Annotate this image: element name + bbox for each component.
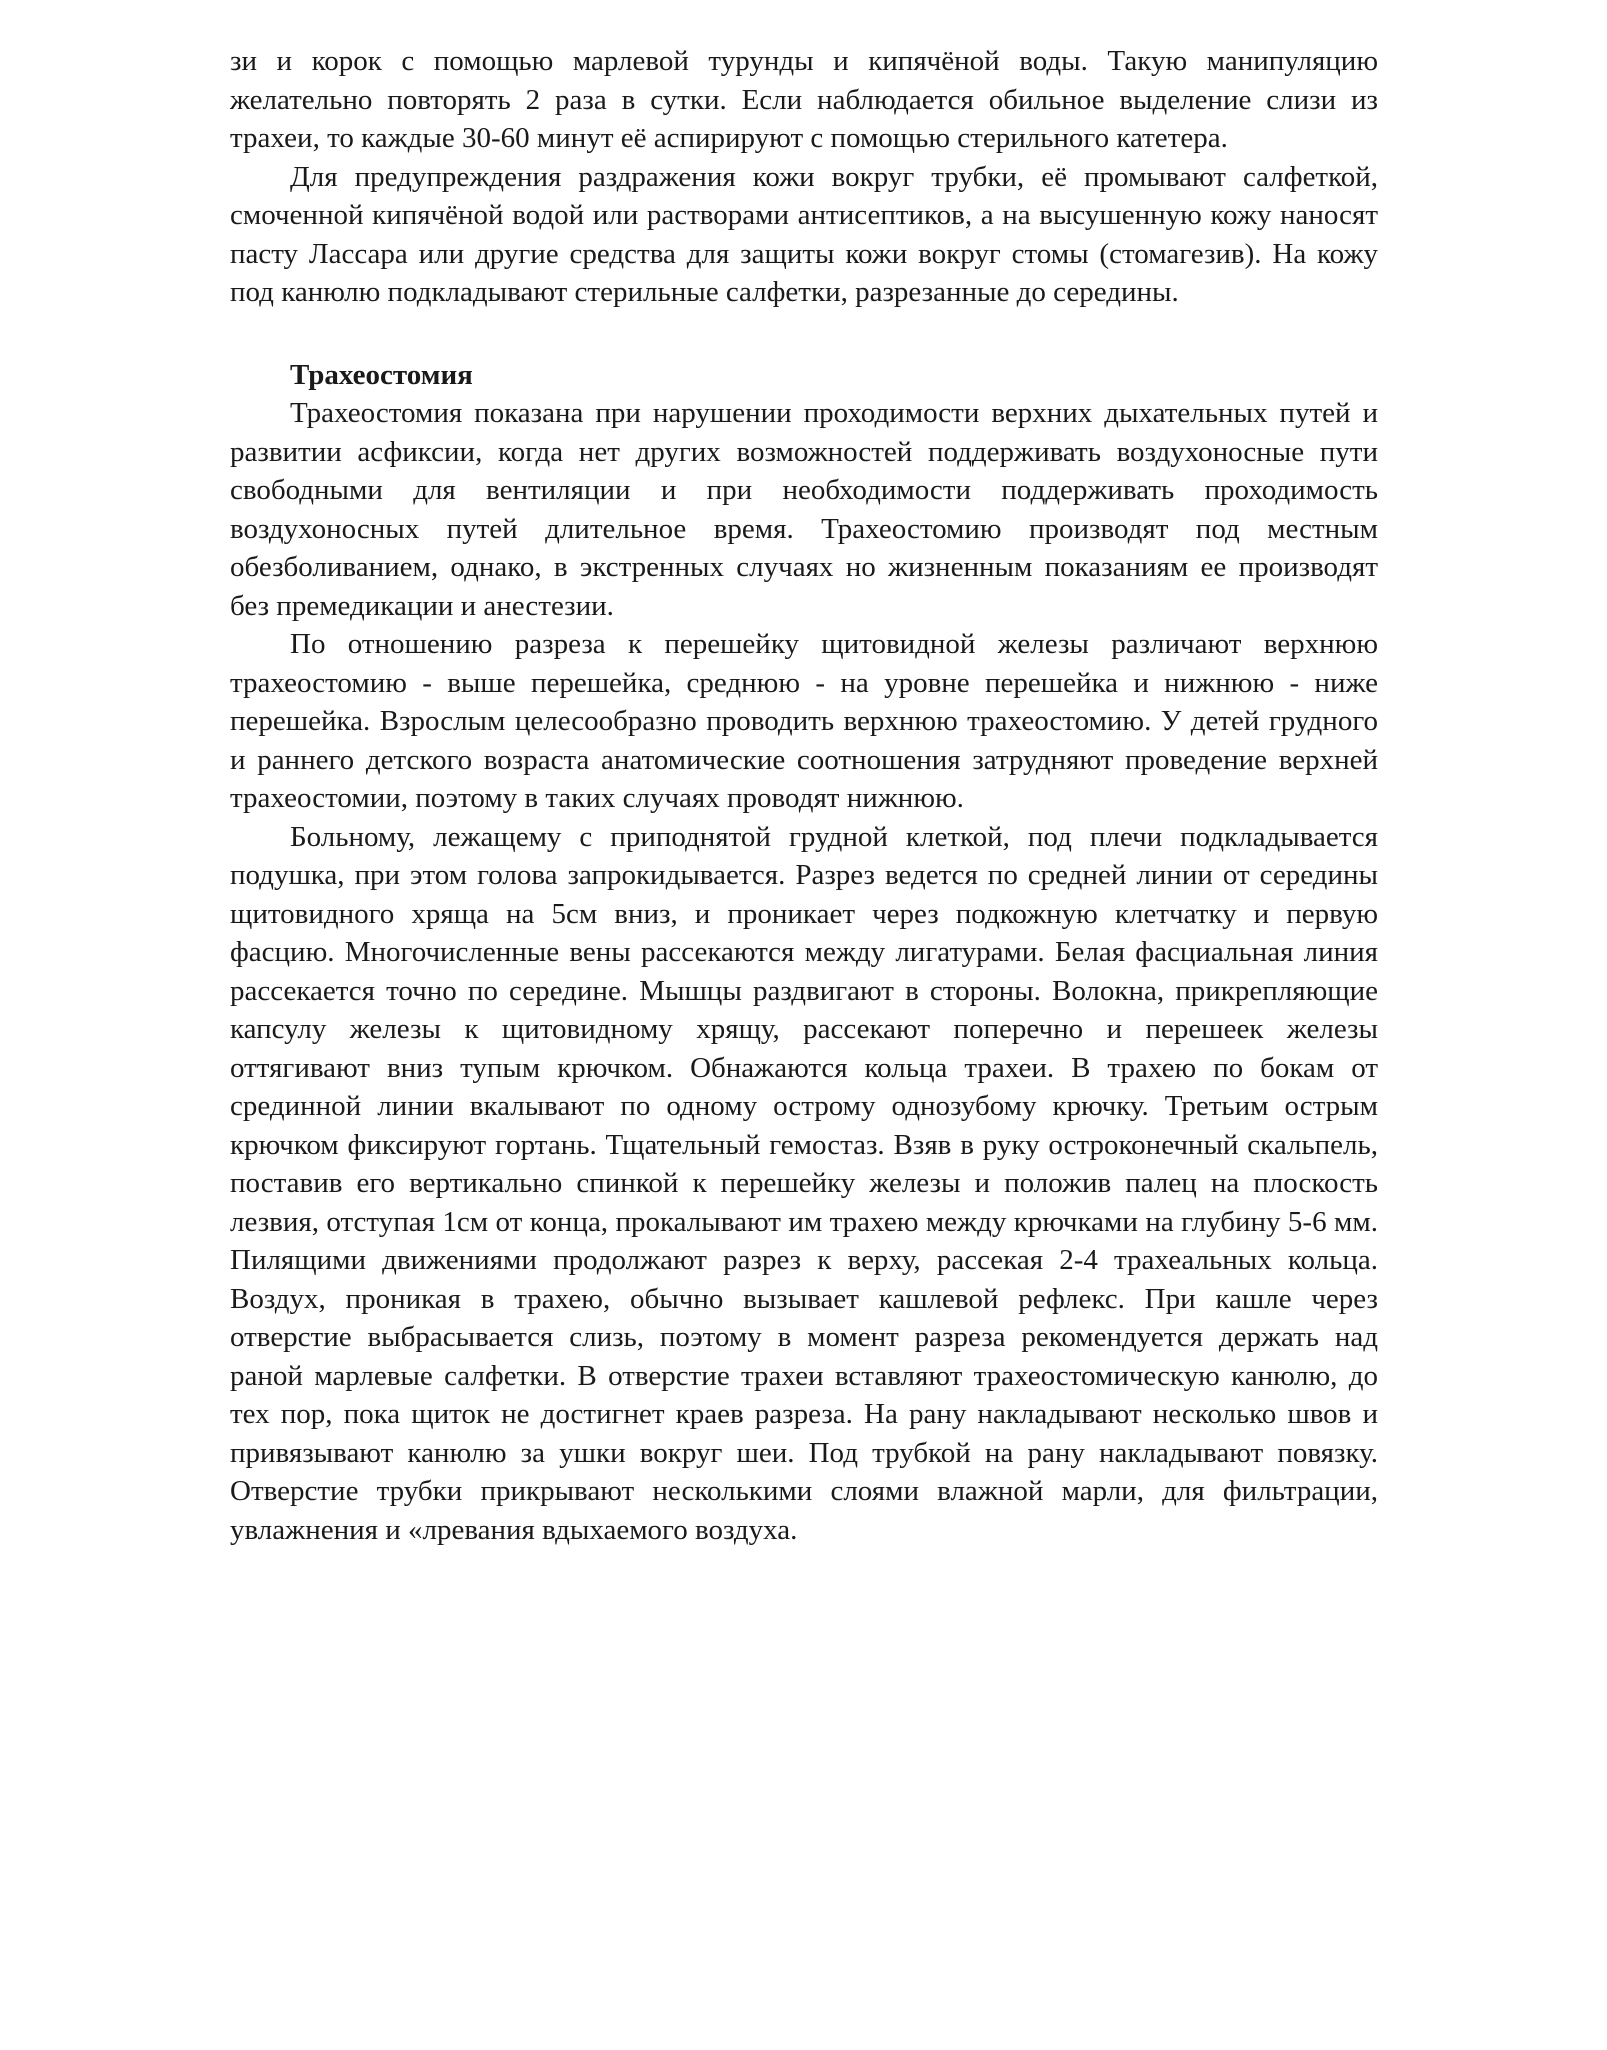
paragraph-4: По отношению разреза к перешейку щитовидной железы различают верхнюю трахеостомию - выше перешейка, среднюю - на уровне перешейка и нижнюю - ниже перешейка. Взрослым целесообразно проводить верхнюю трахеостомию. У детей грудного и раннего детского возраста анатомические соотношения затрудняют проведение верхней трахеостомии, поэтому в таких случаях проводят нижнюю. (230, 628, 1378, 814)
paragraph-5: Больному, лежащему с приподнятой грудной клеткой, под плечи подкладывается подушка, при этом голова запрокидывается. Разрез ведется по средней линии от середины щитовидного хряща на 5см вниз, и проникает через подкожную клетчатку и первую фасцию. Многочисленные вены рассекаются между лигатурами. Белая фасциальная линия рассекается точно по середине. Мышцы раздвигают в стороны. Волокна, прикрепляющие капсулу железы к щитовидному хрящу, рассекают поперечно и перешеек железы оттягивают вниз тупым крючком. Обнажаются кольца трахеи. В трахею по бокам от срединной линии вкалывают по одному острому однозубому крючку. Третьим острым крючком фиксируют гортань. Тщательный гемостаз. Взяв в руку остроконечный скальпель, поставив его вертикально спинкой к перешейку железы и положив палец на плоскость лезвия, отступая 1см от конца, прокалывают им трахею между крючками на глубину 5-6 мм. Пилящими движениями продолжают разрез к верху, рассекая 2-4 трахеальных кольца. Воздух, проникая в трахею, обычно вызывает кашлевой рефлекс. При кашле через отверстие выбрасывается слизь, поэтому в момент разреза рекомендуется держать над раной марлевые салфетки. В отверстие трахеи вставляют трахеостомическую канюлю, до тех пор, пока щиток не достигнет краев разреза. На рану накладывают несколько швов и привязывают канюлю за ушки вокруг шеи. Под трубкой на рану накладывают повязку. Отверстие трубки прикрывают несколькими слоями влажной марли, для фильтрации, увлажнения и «лревания вдыхаемого воздуха. (230, 820, 1378, 1546)
section-heading: Трахеостомия (290, 358, 473, 391)
document-page (230, 42, 1378, 1549)
paragraph-1: зи и корок с помощью марлевой турунды и кипячёной воды. Такую манипуляцию желательно повторять 2 раза в сутки. Если наблюдается обильное выделение слизи из трахеи, то каждые 30-60 минут её аспирируют с помощью стерильного катетера. (230, 45, 1378, 154)
paragraph-3: Трахеостомия показана при нарушении проходимости верхних дыхательных путей и развитии асфиксии, когда нет других возможностей поддерживать воздухоносные пути свободными для вентиляции и при необходимости поддерживать проходимость воздухоносных путей длительное время. Трахеостомию производят под местным обезболиванием, однако, в экстренных случаях но жизненным показаниям ее производят без премедикации и анестезии. (230, 397, 1378, 622)
paragraph-2: Для предупреждения раздражения кожи вокруг трубки, её промывают салфеткой, смоченной кипячёной водой или растворами антисептиков, а на высушенную кожу наносят пасту Лассара или другие средства для защиты кожи вокруг стомы (стомагезив). На кожу под канюлю подкладывают стерильные салфетки, разрезанные до середины. (230, 160, 1378, 308)
